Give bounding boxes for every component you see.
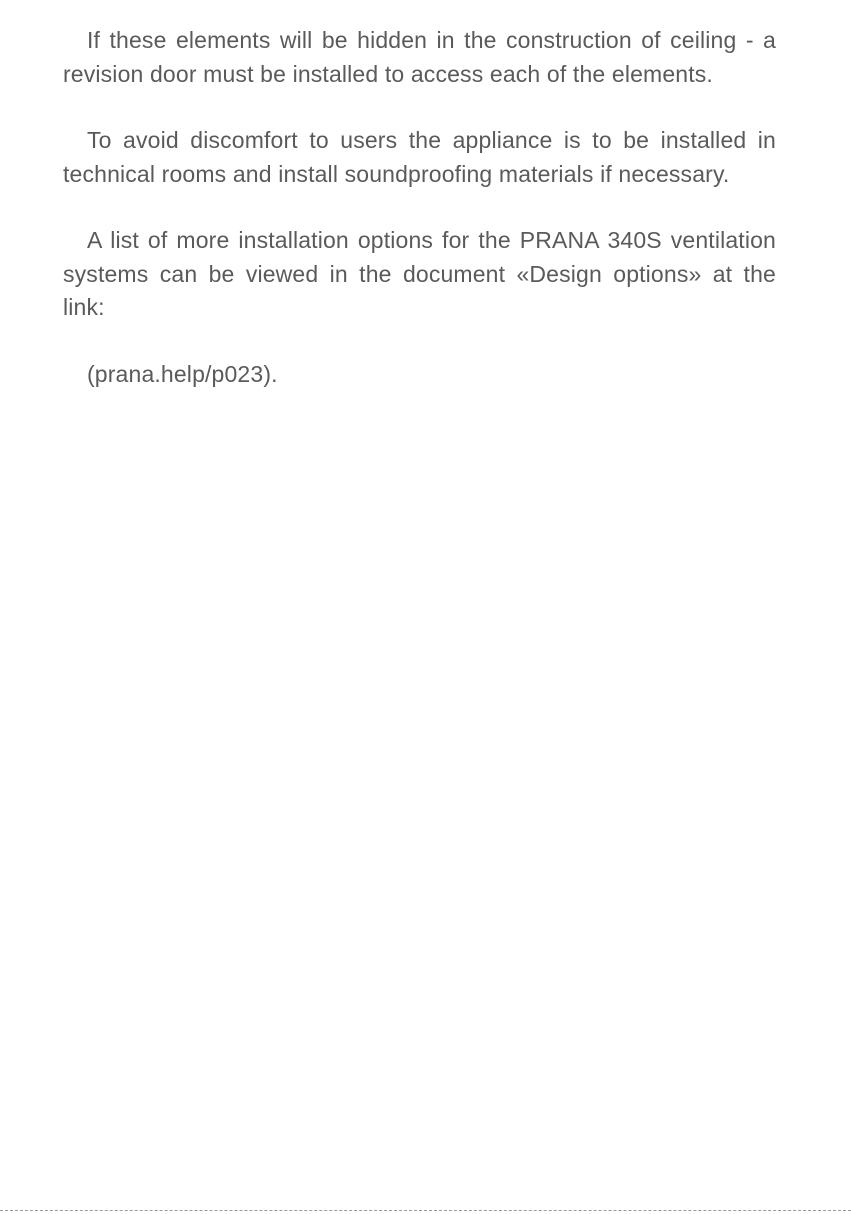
document-page bbox=[63, 24, 776, 424]
paragraph-soundproofing: To avoid discomfort to users the appliance is to be installed in technical rooms and install soundproofing materials if necessary. bbox=[63, 127, 776, 187]
page-bottom-divider bbox=[0, 1210, 851, 1211]
help-link[interactable]: (prana.help/p023). bbox=[87, 360, 278, 387]
paragraph-hidden-elements: If these elements will be hidden in the construction of ceiling - a revision door must be installed to access each of the elements. bbox=[63, 27, 776, 87]
paragraph-installation-options: A list of more installation options for the PRANA 340S ventilation systems can be viewed in the document «Design options» at the link: bbox=[63, 227, 776, 320]
